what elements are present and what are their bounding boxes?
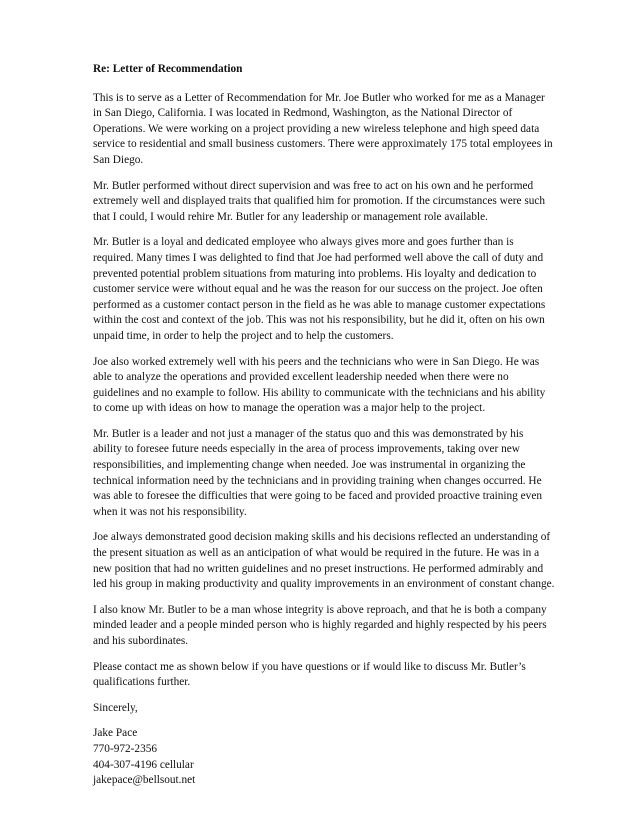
paragraph-performance: Mr. Butler performed without direct supervision and was free to act on his own and he performed extremely well and displayed traits that qualified him for promotion. If the circumstances were such that I could, I would rehire Mr. Butler for any leadership or management role available. <box>93 179 546 223</box>
closing: Sincerely, <box>93 701 138 714</box>
signature-email: jakepace@bellsout.net <box>93 774 196 787</box>
paragraph-leadership: Mr. Butler is a leader and not just a manager of the status quo and this was demonstrated by his ability to foresee future needs especially in the area of process improvements, taking over new responsibilities, and implementing change when needed. Joe was instrumental in organizing the technical information need by the technicians and in providing training when changes occurred. He was able to foresee the difficulties that were going to be faced and provided proactive training even when it was not his responsibility. <box>93 427 542 518</box>
signature-name: Jake Pace <box>93 727 138 740</box>
letter-subject: Re: Letter of Recommendation <box>93 63 243 75</box>
paragraph-teamwork: Joe also worked extremely well with his peers and the technicians who were in San Diego. He was able to analyze the operations and provided excellent leadership needed when there were no guidelines and no example to follow. His ability to communicate with the technicians and his ability to come up with ideas on how to manage the operation was a major help to the project. <box>93 355 546 415</box>
signature-cell: 404-307-4196 cellular <box>93 758 194 771</box>
paragraph-decision-making: Joe always demonstrated good decision making skills and his decisions reflected an understanding of the present situation as well as an anticipation of what would be required in the future. He was in a new position that had no written guidelines and no preset instructions. He performed admirably and led his group in making productivity and quality improvements in an environment of constant change. <box>93 531 555 591</box>
paragraph-integrity: I also know Mr. Butler to be a man whose integrity is above reproach, and that he is both a company minded leader and a people minded person who is highly regarded and highly respected by his peers and his subordinates. <box>93 603 547 647</box>
paragraph-loyalty: Mr. Butler is a loyal and dedicated employee who always gives more and goes further than is required. Many times I was delighted to find that Joe had performed well above the call of duty and prevented potential problem situations from maturing into problems. His loyalty and dedication to customer service were without equal and he was the reason for our success on the project. Joe often performed as a customer contact person in the field as he was able to manage customer expectations within the cost and context of the job. This was not his responsibility, but he did it, often on his own unpaid time, in order to help the project and to help the customers. <box>93 236 546 342</box>
paragraph-contact: Please contact me as shown below if you have questions or if would like to discuss Mr. Butler’s qualifications further. <box>93 660 526 689</box>
letter-body <box>93 62 555 789</box>
signature-block <box>93 726 555 788</box>
paragraph-introduction: This is to serve as a Letter of Recommendation for Mr. Joe Butler who worked for me as a Manager in San Diego, California. I was located in Redmond, Washington, as the National Director of Operations. We were working on a project providing a new wireless telephone and high speed data service to residential and small business customers. There were approximately 175 total employees in San Diego. <box>93 91 553 166</box>
signature-phone: 770-972-2356 <box>93 742 158 755</box>
